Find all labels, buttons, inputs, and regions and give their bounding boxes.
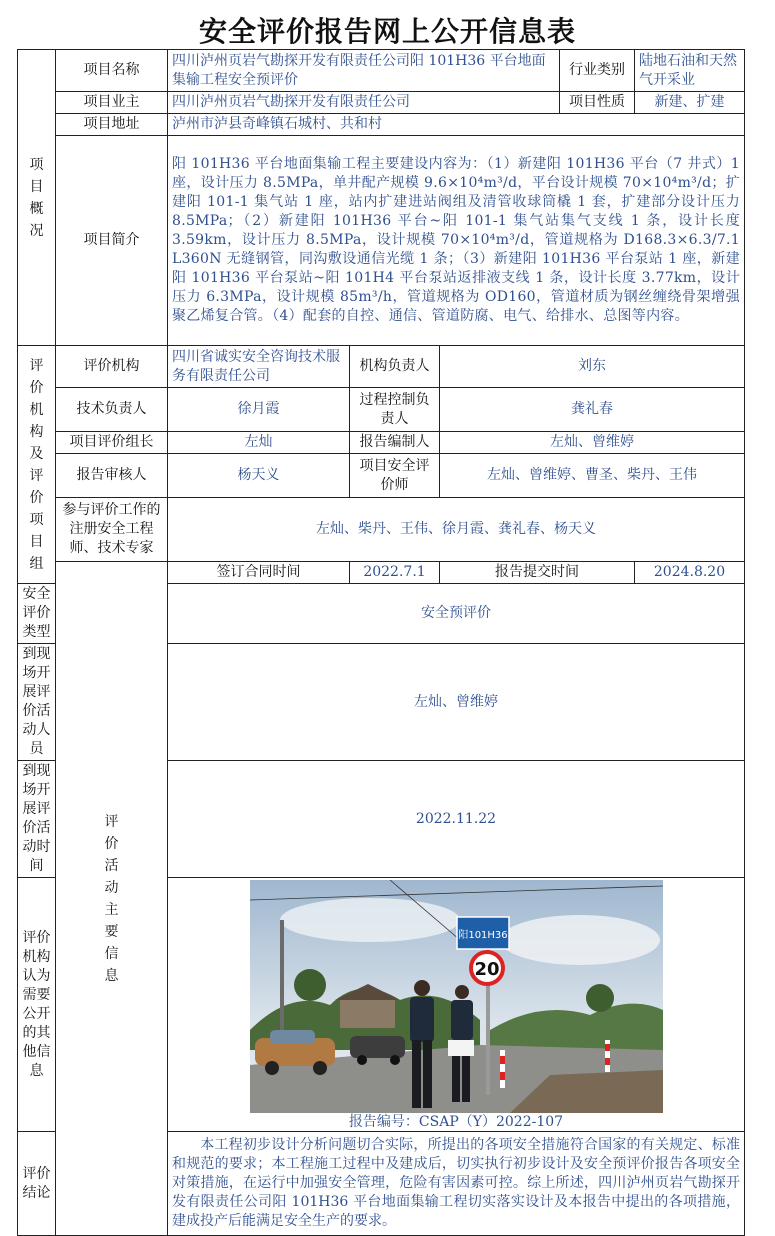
writer: 左灿、曾维婷 [440,432,745,454]
nature-label: 项目性质 [560,92,635,114]
industry-label: 行业类别 [560,50,635,92]
intro-label: 项目简介 [56,136,168,346]
experts: 左灿、柴丹、王伟、徐月霞、龚礼春、杨天义 [168,498,745,562]
type-label: 安全评价类型 [18,584,56,644]
leader-label: 项目评价组长 [56,432,168,454]
process-head-label: 过程控制负责人 [350,388,440,432]
project-intro: 阳 101H36 平台地面集输工程主要建设内容为：（1）新建阳 101H36 平台（7 井式）1 座，设计压力 8.5MPa，单井配产规模 9.6×10⁴m³/d，平台设计规模 70×10⁴m³/d；扩建阳 101-1 集气站 1 座，站内扩建进站阀组及清管收球筒橇 1 套，扩建部分设计压力 8.5MPa；（2）新建阳 101H36 平台~阳 101-1 集气站集气支线 1 条，设计长度 3.59km，设计压力 8.5MPa，设计规模 70×10⁴m³/d，管道规格为 D168.3×6.3/7.1 L360N 无缝钢管，同沟敷设通信光缆 1 条；（3）新建阳 101H36 平台泵站 1 座，新建阳 101H36 平台泵站~阳 101H4 平台泵站返排液支线 1 条，设计长度 3.77km，设计压力 6.3MPa，设计规模 85m³/h，管道规格为 OD160，管道材质为钢丝缠绕骨架增强聚乙烯复合管。（4）配套的自控、通信、管道防腐、电气、给排水、总图等内容。 [168,136,745,346]
nature: 新建、扩建 [635,92,745,114]
writer-label: 报告编制人 [350,432,440,454]
page-title: 安全评价报告网上公开信息表 [198,15,576,48]
assessors-label: 项目安全评价师 [350,454,440,498]
tech-head-label: 技术负责人 [56,388,168,432]
industry: 陆地石油和天然气开采业 [635,50,745,92]
contract-time-label: 签订合同时间 [168,562,350,584]
org-head: 刘东 [440,346,745,388]
site-time: 2022.11.22 [168,761,745,878]
speed-limit-text: 20 [473,958,500,980]
reviewer-label: 报告审核人 [56,454,168,498]
site-photo-cell [168,878,745,1132]
site-time-label: 到现场开展评价活动时间 [18,761,56,878]
report-number: 报告编号：CSAP（Y）2022-107 [348,1113,564,1130]
site-staff: 左灿、曾维婷 [168,644,745,761]
project-name-label: 项目名称 [56,50,168,92]
conclusion-text: 本工程初步设计分析问题切合实际，所提出的各项安全措施符合国家的有关规定、标准和规范的要求；本工程施工过程中及建成后，切实执行初步设计及安全预评价报告各项安全对策措施，在运行中加强安全管理，危险有害因素可控。综上所述，四川泸州页岩气勘探开发有限责任公司阳 101H36 平台地面集输工程切实落实设计及本报告中提出的各项措施，建成投产后能满足安全生产的要求。 [172,1137,741,1229]
road-sign-text: 阳101H36 [457,929,508,941]
owner-label: 项目业主 [56,92,168,114]
process-head: 龚礼春 [440,388,745,432]
owner: 四川泸州页岩气勘探开发有限责任公司 [168,92,560,114]
section-overview: 项目概况 [18,50,56,346]
evaluation-type: 安全预评价 [168,584,745,644]
submit-time-label: 报告提交时间 [440,562,635,584]
address-label: 项目地址 [56,114,168,136]
org-label: 评价机构 [56,346,168,388]
section-org: 评价机构及评价项目组 [18,346,56,584]
address: 泸州市泸县奇峰镇石城村、共和村 [168,114,745,136]
assessors: 左灿、曾维婷、曹圣、柴丹、王伟 [440,454,745,498]
org-head-label: 机构负责人 [350,346,440,388]
conclusion [168,1132,745,1236]
org: 四川省诚实安全咨询技术服务有限责任公司 [168,346,350,388]
info-table [17,49,745,1236]
reviewer: 杨天义 [168,454,350,498]
conclusion-label: 评价结论 [18,1132,56,1236]
section-activity: 评价活动主要信息 [56,562,168,1236]
project-name: 四川泸州页岩气勘探开发有限责任公司阳 101H36 平台地面集输工程安全预评价 [168,50,560,92]
tech-head: 徐月霞 [168,388,350,432]
other-info-label: 评价机构认为需要公开的其他信息 [18,878,56,1132]
leader: 左灿 [168,432,350,454]
submit-time: 2024.8.20 [635,562,745,584]
experts-label: 参与评价工作的注册安全工程师、技术专家 [56,498,168,562]
site-staff-label: 到现场开展评价活动人员 [18,644,56,761]
contract-time: 2022.7.1 [350,562,440,584]
site-photo [250,880,663,1113]
